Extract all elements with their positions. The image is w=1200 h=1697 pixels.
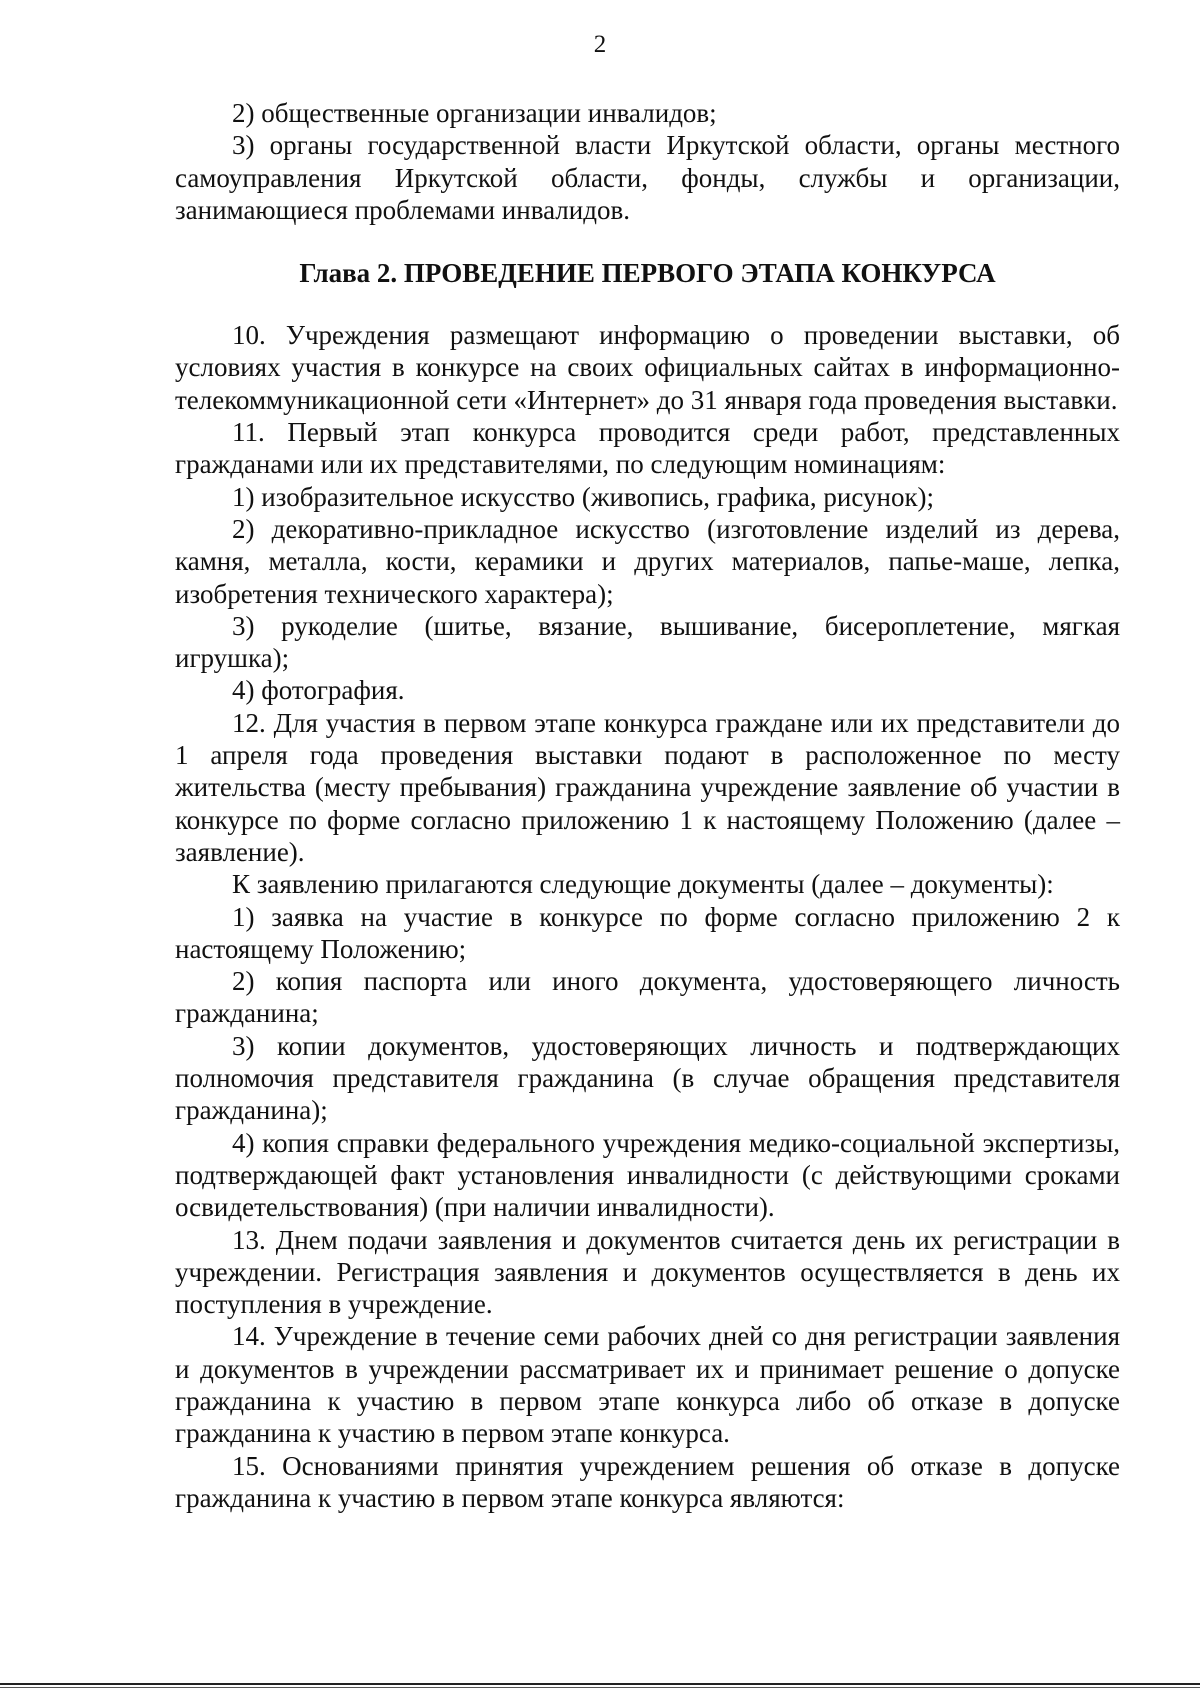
paragraph: 14. Учреждение в течение семи рабочих дней со дня регистрации заявления и документов в учреждении рассматривает их и принимает решение о допуске гражданина к участию в первом этапе конкурса либо об отказе в допуске гражданина к участию в первом этапе конкурса. [175,1321,1120,1449]
paragraph: 12. Для участия в первом этапе конкурса граждане или их представители до 1 апреля года проведения выставки подают в расположенное по месту жительства (месту пребывания) гражданина учреждение заявление об участии в конкурсе по форме согласно приложению 1 к настоящему Положению (далее – заявление). [175,707,1120,867]
paragraph: К заявлению прилагаются следующие документы (далее – документы): [232,869,1054,900]
scan-edge-line [0,1687,1200,1688]
paragraph: 4) фотография. [232,675,405,706]
paragraph: 3) рукоделие (шитье, вязание, вышивание, бисероплетение, мягкая игрушка); [175,610,1120,674]
paragraph: 15. Основаниями принятия учреждением решения об отказе в допуске гражданина к участию в первом этапе конкурса являются: [175,1450,1120,1513]
paragraph: 1) изобразительное искусство (живопись, графика, рисунок); [232,481,935,512]
paragraph: 13. Днем подачи заявления и документов считается день их регистрации в учреждении. Регистрация заявления и документов осуществляется в день их поступления в учреждение. [175,1224,1120,1320]
paragraph: 1) заявка на участие в конкурсе по форме согласно приложению 2 к настоящему Положению; [175,901,1120,964]
document-body [175,97,1120,1514]
chapter-heading: Глава 2. ПРОВЕДЕНИЕ ПЕРВОГО ЭТАПА КОНКУРСА [299,258,996,289]
paragraph: 2) общественные организации инвалидов; [232,98,717,128]
paragraph: 2) копия паспорта или иного документа, удостоверяющего личность гражданина; [175,966,1120,1029]
paragraph: 11. Первый этап конкурса проводится среди работ, представленных гражданами или их представителями, по следующим номинациям: [175,417,1120,480]
page-number: 2 [593,31,607,58]
paragraph: 3) органы государственной власти Иркутской области, органы местного самоуправления Иркутской области, фонды, службы и организации, занимающиеся проблемами инвалидов. [175,130,1120,225]
scan-edge-line [0,1683,1200,1685]
paragraph: 3) копии документов, удостоверяющих личность и подтверждающих полномочия представителя гражданина (в случае обращения представителя гражданина); [175,1030,1120,1126]
paragraph: 2) декоративно-прикладное искусство (изготовление изделий из дерева, камня, металла, кости, керамики и других материалов, папье-маше, лепка, изобретения технического характера); [175,513,1120,609]
paragraph: 10. Учреждения размещают информацию о проведении выставки, об условиях участия в конкурсе на своих официальных сайтах в информационно-телекоммуникационной сети «Интернет» до 31 января года проведения выставки. [175,320,1120,415]
paragraph: 4) копия справки федерального учреждения медико-социальной экспертизы, подтверждающей факт установления инвалидности (с действующими сроками освидетельствования) (при наличии инвалидности). [175,1127,1120,1223]
